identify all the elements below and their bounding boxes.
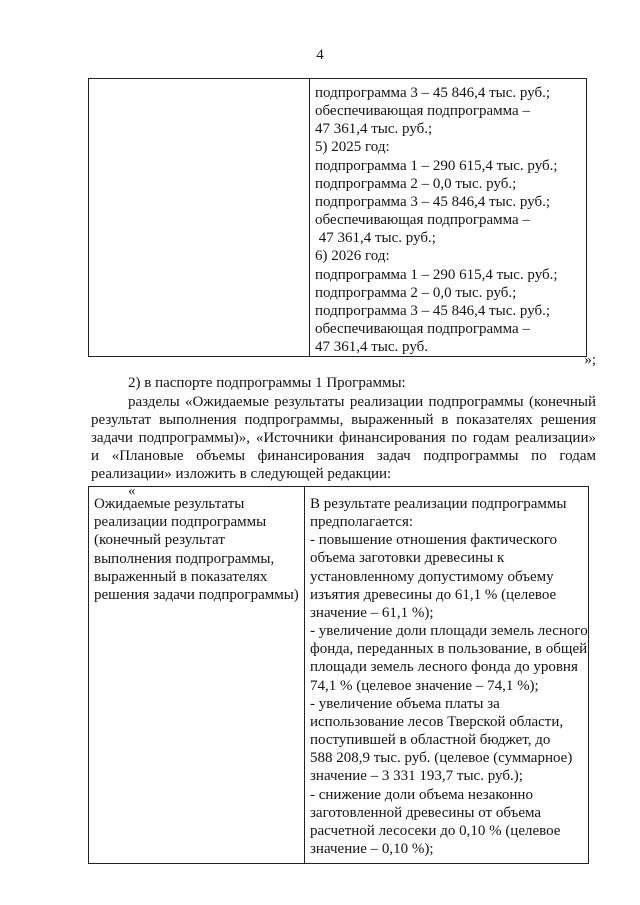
paragraph-line: и «Плановые объемы финансирования задач подпрограммы по годам — [91, 448, 596, 464]
table-cell-value — [305, 487, 589, 864]
text-line: 47 361,4 тыс. руб.; — [315, 121, 433, 138]
closing-quote: »; — [584, 352, 596, 368]
text-line: значение – 3 331 193,7 тыс. руб.); — [310, 768, 523, 785]
text-line: подпрограмма 1 – 290 615,4 тыс. руб.; — [315, 266, 558, 283]
paragraph-line: реализации» изложить в следующей редакции: — [91, 466, 392, 482]
text-line: 47 361,4 тыс. руб.; — [315, 230, 436, 247]
text-line: подпрограмма 3 – 45 846,4 тыс. руб.; — [315, 193, 551, 210]
text-line: 6) 2026 год: — [315, 248, 390, 265]
text-line: предполагается: — [310, 514, 414, 531]
text-line: значение – 61,1 %); — [310, 604, 434, 621]
text-line: поступившей в областной бюджет, до — [310, 732, 551, 749]
text-line: обеспечивающая подпрограмма – — [315, 103, 530, 120]
text-line: расчетной лесосеки до 0,10 % (целевое — [310, 822, 561, 839]
text-line: использование лесов Тверской области, — [310, 713, 564, 730]
text-line: 5) 2025 год: — [315, 139, 390, 156]
text-line: обеспечивающая подпрограмма – — [315, 212, 530, 229]
text-line: заготовленной древесины от объема — [310, 804, 542, 821]
item-2-heading: 2) в паспорте подпрограммы 1 Программы: — [128, 375, 406, 391]
table-cell-label — [89, 79, 310, 357]
passport-section-table — [88, 486, 589, 864]
text-line: фонда, переданных в пользование, в общей — [310, 641, 588, 658]
text-line: реализации подпрограммы — [94, 514, 267, 531]
page-number: 4 — [316, 47, 324, 63]
text-line: - увеличение объема платы за — [310, 695, 500, 712]
text-line: - снижение доли объема незаконно — [310, 786, 533, 803]
opening-quote: « — [128, 483, 136, 499]
text-line: значение – 0,10 %); — [310, 840, 434, 857]
paragraph-line: результат выполнения подпрограммы, выраженный в показателях решения — [91, 412, 596, 428]
text-line: - увеличение доли площади земель лесного — [310, 623, 588, 640]
text-line: В результате реализации подпрограммы — [310, 496, 567, 512]
section-label — [89, 487, 304, 604]
text-line: подпрограмма 1 – 290 615,4 тыс. руб.; — [315, 157, 558, 174]
table-cell-value — [310, 79, 587, 357]
text-line: 74,1 % (целевое значение – 74,1 %); — [310, 677, 539, 694]
text-line: площади земель лесного фонда до уровня — [310, 659, 578, 676]
text-line: объема заготовки древесины к — [310, 550, 505, 567]
expected-results-lines — [305, 487, 588, 858]
financing-lines — [310, 79, 586, 356]
table-cell-label — [89, 487, 305, 864]
text-line: подпрограмма 2 – 0,0 тыс. руб.; — [315, 175, 517, 192]
text-line: изъятия древесины до 61,1 % (целевое — [310, 586, 557, 603]
financing-table-continuation — [88, 78, 587, 357]
text-line: Ожидаемые результаты — [94, 496, 245, 512]
text-line: обеспечивающая подпрограмма – — [315, 321, 530, 338]
text-line: выраженный в показателях — [94, 568, 268, 585]
text-line: выполнения подпрограммы, — [94, 550, 275, 567]
text-line: (конечный результат — [94, 532, 225, 549]
text-line: 588 208,9 тыс. руб. (целевое (суммарное) — [310, 750, 573, 767]
paragraph-line: задачи подпрограммы)», «Источники финансирования по годам реализации» — [91, 430, 596, 446]
text-line: установленному допустимому объему — [310, 568, 554, 585]
text-line: подпрограмма 3 – 45 846,4 тыс. руб.; — [315, 85, 551, 101]
text-line: - повышение отношения фактического — [310, 532, 557, 549]
text-line: решения задачи подпрограммы) — [94, 587, 299, 604]
text-line: подпрограмма 3 – 45 846,4 тыс. руб.; — [315, 302, 551, 319]
text-line: 47 361,4 тыс. руб. — [315, 339, 429, 356]
paragraph-line: разделы «Ожидаемые результаты реализации подпрограммы (конечный — [128, 394, 596, 410]
text-line: подпрограмма 2 – 0,0 тыс. руб.; — [315, 284, 517, 301]
